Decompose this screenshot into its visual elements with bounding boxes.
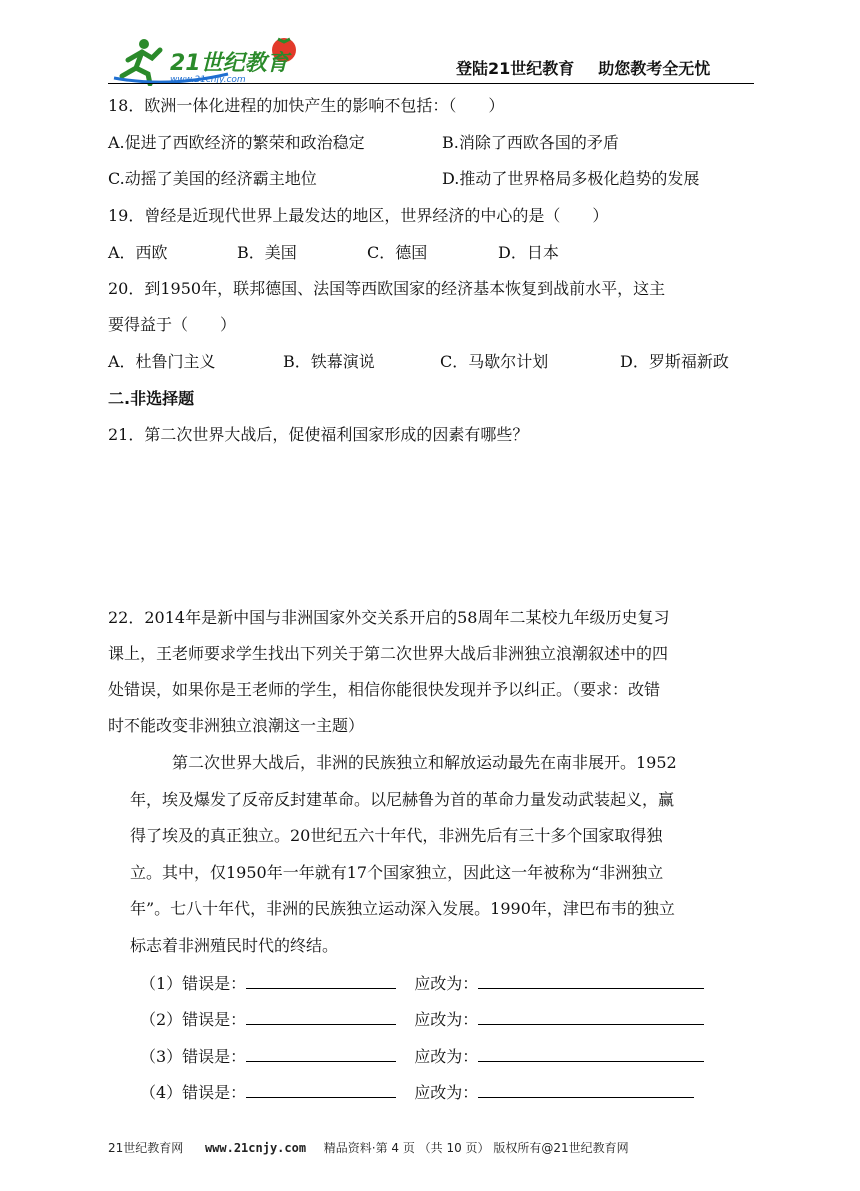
q20-stem-line2: 要得益于（ ） <box>108 315 237 334</box>
answer-error-label: （4）错误是： <box>140 1083 247 1102</box>
q20-option-c: C．马歇尔计划 <box>440 352 549 371</box>
q19-option-a: A．西欧 <box>108 243 168 262</box>
answer-error-label: （2）错误是： <box>140 1010 247 1029</box>
answer-error-blank[interactable] <box>246 972 396 989</box>
answer-fix-blank[interactable] <box>478 1081 694 1098</box>
answer-fix-label: 应改为： <box>414 974 479 993</box>
passage-line2: 年，埃及爆发了反帝反封建革命。以尼赫鲁为首的革命力量发动武装起义，赢 <box>130 790 675 809</box>
answer-error-blank[interactable] <box>246 1081 396 1098</box>
q18-stem: 18．欧洲一体化进程的加快产生的影响不包括：（ ） <box>108 96 505 115</box>
q21-stem: 21．第二次世界大战后，促使福利国家形成的因素有哪些？ <box>108 425 529 444</box>
logo-text: 21世纪教育 <box>170 51 289 76</box>
q19-stem: 19．曾经是近现代世界上最发达的地区，世界经济的中心的是（ ） <box>108 206 609 225</box>
footer-site: 21世纪教育网 <box>108 1141 184 1155</box>
section-heading: 二.非选择题 <box>108 389 195 408</box>
q18-option-b: B.消除了西欧各国的矛盾 <box>442 133 619 152</box>
passage-line5: 年”。七八十年代，非洲的民族独立运动深入发展。1990年，津巴布韦的独立 <box>130 899 675 918</box>
header-divider <box>108 83 754 84</box>
q18-option-d: D.推动了世界格局多极化趋势的发展 <box>442 169 700 188</box>
header-slogan <box>456 56 710 79</box>
passage-line1: 第二次世界大战后，非洲的民族独立和解放运动最先在南非展开。1952 <box>172 753 677 772</box>
header-slogan-left: 登陆21世纪教育 <box>456 59 575 78</box>
passage-line3: 得了埃及的真正独立。20世纪五六十年代，非洲先后有三十多个国家取得独 <box>130 826 663 845</box>
answer-fix-blank[interactable] <box>478 1008 704 1025</box>
answer-fix-label: 应改为： <box>414 1083 479 1102</box>
passage-line4: 立。其中，仅1950年一年就有17个国家独立，因此这一年被称为“非洲独立 <box>130 863 664 882</box>
q20-stem-line1: 20．到1950年，联邦德国、法国等西欧国家的经济基本恢复到战前水平，这主 <box>108 279 666 298</box>
q22-stem-line3: 处错误，如果你是王老师的学生，相信你能很快发现并予以纠正。（要求：改错 <box>108 680 661 699</box>
page-footer <box>108 1139 629 1156</box>
q22-stem-line1: 22．2014年是新中国与非洲国家外交关系开启的58周年二某校九年级历史复习 <box>108 608 670 627</box>
answer-error-label: （1）错误是： <box>140 974 247 993</box>
q19-option-c: C．德国 <box>367 243 428 262</box>
passage-line6: 标志着非洲殖民时代的终结。 <box>130 936 339 955</box>
answer-fix-blank[interactable] <box>478 1045 704 1062</box>
answer-fix-blank[interactable] <box>478 972 704 989</box>
header-slogan-right: 助您教考全无忧 <box>598 59 711 78</box>
logo-url: www.21cnjy.com <box>170 75 246 85</box>
q19-option-b: B．美国 <box>237 243 297 262</box>
q20-option-b: B．铁幕演说 <box>283 352 375 371</box>
site-logo <box>108 30 308 86</box>
q22-stem-line4: 时不能改变非洲独立浪潮这一主题） <box>108 716 365 735</box>
q22-stem-line2: 课上，王老师要求学生找出下列关于第二次世界大战后非洲独立浪潮叙述中的四 <box>108 644 669 663</box>
answer-row <box>140 1008 704 1031</box>
q20-option-d: D．罗斯福新政 <box>620 352 729 371</box>
q20-option-a: A．杜鲁门主义 <box>108 352 216 371</box>
q18-option-a: A.促进了西欧经济的繁荣和政治稳定 <box>108 133 365 152</box>
answer-fix-label: 应改为： <box>414 1010 479 1029</box>
answer-row <box>140 1045 704 1068</box>
answer-row <box>140 972 704 995</box>
answer-fix-label: 应改为： <box>414 1047 479 1066</box>
footer-page-info: 精品资料·第 4 页 （共 10 页） 版权所有@21世纪教育网 <box>323 1141 629 1155</box>
answer-row <box>140 1081 694 1104</box>
answer-error-blank[interactable] <box>246 1045 396 1062</box>
answer-error-label: （3）错误是： <box>140 1047 247 1066</box>
q18-option-c: C.动摇了美国的经济霸主地位 <box>108 169 317 188</box>
answer-error-blank[interactable] <box>246 1008 396 1025</box>
q19-option-d: D．日本 <box>498 243 559 262</box>
footer-url[interactable]: www.21cnjy.com <box>204 1141 307 1155</box>
